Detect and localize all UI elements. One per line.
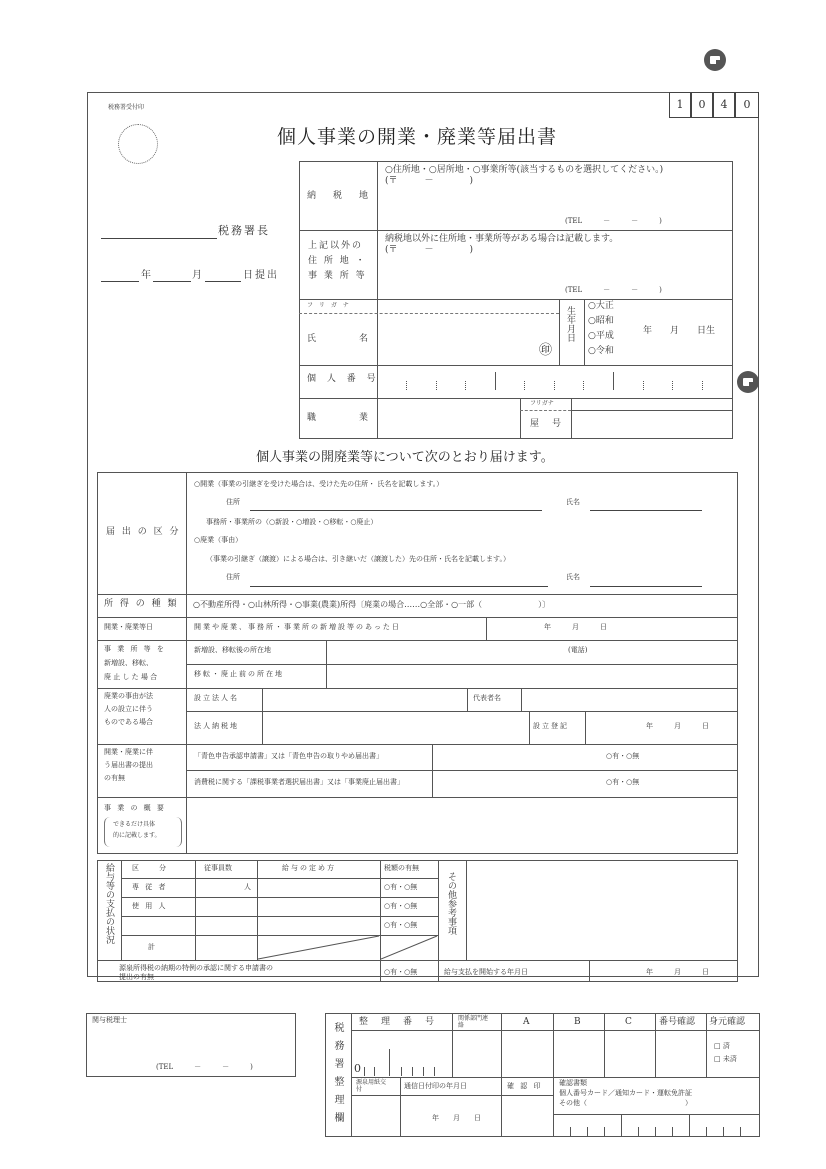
birth-date-label: 生年月日 [565,306,575,342]
office-use-side-label: 税務署整理欄 [332,1022,343,1130]
close-address-label: 住所 [226,573,240,581]
related-dept-header: 関係部門連 絡 [458,1015,501,1029]
corp-name-label: 設立法人名 [194,694,239,702]
office-change-label-3: 廃 止 し た 場 合 [104,673,158,681]
open-close-date-desc: 開業や廃業、事務所・事業所の新増設等のあった日 [194,623,401,631]
related-filings-label-3: の有無 [104,774,125,782]
occupation-label: 職 業 [307,413,373,423]
diagonal-salary-method [258,936,379,959]
era-showa[interactable]: ○昭和 [588,316,614,326]
office-change-label-2: 新増設、移転、 [104,659,153,667]
era-taisho[interactable]: ○大正 [588,301,614,311]
salary-row-tax[interactable]: ○有・○無 [384,883,418,891]
other-notes-label: その他参考事項 [446,872,456,935]
other-notes-field[interactable] [468,861,736,959]
income-type-options[interactable]: ○不動産所得・○山林所得・○事業(農業)所得〔廃業の場合……○全部・○一部（ ）〕 [193,600,551,609]
business-summary-note-2: 的に記載します。 [113,832,161,839]
incorporation-label-2: 人の設立に伴う [104,705,153,713]
furigana-label: フ リ ガ ナ [307,302,351,309]
representative-label: 代表者名 [473,694,501,702]
declaration-text: 個人事業の開廃業等について次のとおり届けます。 [256,450,554,465]
column-b-header: B [574,1017,581,1027]
registration-date-field[interactable]: 年 月 日 [646,722,709,730]
column-a-header: A [523,1017,530,1027]
tax-accountant-tel[interactable]: (TEL － － ) [156,1063,253,1071]
related-filings-label-1: 開業・廃業に伴 [104,748,153,756]
nozeichi-label: 納 税 地 [307,191,373,201]
new-location-label: 新増設、移転後の所在地 [194,646,271,654]
open-address-label: 住所 [226,498,240,506]
salary-row-tax[interactable]: ○有・○無 [384,921,418,929]
era-heisei[interactable]: ○平成 [588,331,614,341]
incorporation-label-3: ものである場合 [104,718,153,726]
seiri-number-prefix: 0 [354,1062,361,1075]
salary-header-tax: 税額の有無 [384,864,419,872]
seiri-number-header: 整 理 番 号 [359,1017,437,1027]
number-check-header: 番号確認 [659,1017,696,1027]
withholding-label-1: 源泉所得税の納期の特例の承認に関する申請書の [119,964,273,972]
blue-return-choice[interactable]: ○有・○無 [606,752,640,760]
receipt-stamp-label: 税務署受付印 [108,104,145,111]
other-address-tel[interactable]: (TEL － － ) [565,286,662,294]
close-name-label: 氏名 [566,573,580,581]
trade-name-label: 屋 号 [530,419,564,429]
confirm-seal-header: 確 認 印 [507,1082,543,1090]
salary-row-tax[interactable]: ○有・○無 [384,902,418,910]
other-address-postal[interactable]: (〒 － ) [385,245,474,255]
business-summary-label: 事 業 の 概 要 [104,804,166,812]
form-title: 個人事業の開業・廃業等届出書 [277,126,558,148]
consumption-tax-filing: 消費税に関する「課税事業者選択届出書」又は「事業廃止届出書」 [194,778,404,786]
open-option[interactable]: ○開業（事業の引継ぎを受けた場合は、受けた先の住所・ 氏名を記載します。） [194,480,444,488]
other-address-label-3: 事 業 所 等 [308,271,367,281]
salary-row-category: 計 [148,943,155,951]
salary-header-category: 区 分 [132,864,168,872]
related-filings-label-2: う届出書の提出 [104,761,153,769]
identity-not-done-checkbox[interactable]: □ 未済 [714,1055,737,1063]
era-reiwa[interactable]: ○令和 [588,346,614,356]
nozeichi-tel[interactable]: (TEL － － ) [565,217,662,225]
salary-start-date[interactable]: 年 月 日 [646,968,709,976]
salary-row-category: 専 従 者 [132,883,168,891]
column-c-header: C [625,1017,632,1027]
open-close-date-label: 開業・廃業等日 [104,623,153,631]
seal-mark: ㊞ [539,343,553,358]
salary-row-category: 使 用 人 [132,902,168,910]
postmark-date-field[interactable]: 年 月 日 [432,1114,481,1122]
withholding-label-2: 提出の有無 [119,973,154,981]
consumption-tax-choice[interactable]: ○有・○無 [606,778,640,786]
other-address-label-2: 住 所 地 ・ [308,256,367,266]
other-address-note: 納税地以外に住所地・事業所等がある場合は記載します。 [385,234,619,244]
notification-type-label: 届 出 の 区 分 [106,527,181,537]
postmark-date-header: 通信日付印の年月日 [404,1082,467,1090]
salary-header-method: 給与の定め方 [282,864,336,872]
diagonal-tax-presence [381,936,437,959]
trade-name-furigana-label: フリガナ [530,400,554,407]
identity-check-header: 身元確認 [709,1017,746,1027]
old-location-label: 移転・廃止前の所在地 [194,670,284,678]
form-code-digit: 0 [691,92,713,118]
new-location-phone[interactable]: (電話) [568,646,588,654]
office-use-table [325,1013,760,1137]
day-submit-label: 日提出 [243,270,279,281]
open-close-date-field[interactable]: 年 月 日 [544,623,607,631]
nozeichi-postal[interactable]: (〒 － ) [385,176,474,186]
salary-start-label: 給与支払を開始する年月日 [444,968,528,976]
my-number-label: 個 人 番 号 [307,374,380,384]
nozeichi-options[interactable]: ○住所地・○居所地・○事業所等(該当するものを選択してください。) [385,165,664,175]
withholding-paper-header: 源泉用紙交 付 [356,1079,399,1093]
other-address-label-1: 上記以外の [308,241,364,251]
birth-date-fields[interactable]: 年 月 日生 [643,326,716,336]
income-type-label: 所 得 の 種 類 [104,599,179,609]
business-summary-note-1: できるだけ具体 [113,821,156,828]
doc-check-title: 確認書類 [559,1079,587,1087]
registration-label: 設立登記 [533,722,569,730]
form-code-digit: 4 [713,92,735,118]
salary-header-count: 従事員数 [204,864,232,872]
salary-side-label: 給与等の支払の状況 [104,863,114,944]
close-option[interactable]: ○廃業（事由） [194,536,243,544]
office-change-options[interactable]: 事務所・事業所の（○新設・○増設・○移転・○廃止） [206,518,378,526]
blue-return-filing: 「青色申告承認申請書」又は「青色申告の取りやめ届出書」 [194,752,383,760]
incorporation-label-1: 廃業の事由が法 [104,692,153,700]
open-name-label: 氏名 [566,498,580,506]
form-code-digit: 0 [735,92,759,118]
tax-accountant-label: 関与税理士 [92,1016,127,1024]
tax-office-suffix: 税務署長 [218,224,270,237]
month-label: 月 [192,270,202,281]
close-note: （事業の引継ぎ（譲渡）による場合は、引き継いだ（譲渡した）先の住所・氏名を記載します。） [206,555,510,563]
office-change-label-1: 事 業 所 等 を [104,645,166,653]
salary-row-count[interactable]: 人 [244,883,251,891]
doc-check-options[interactable]: 個人番号カード／通知カード・運転免許証 [559,1089,692,1097]
year-label: 年 [141,270,151,281]
corp-address-label: 法人納税地 [194,722,239,730]
identity-done-checkbox[interactable]: □ 済 [714,1042,730,1050]
doc-check-other[interactable]: その他（ ） [559,1099,692,1107]
name-label: 氏 名 [307,334,373,344]
form-code-digit: 1 [669,92,691,118]
withholding-choice[interactable]: ○有・○無 [384,968,418,976]
